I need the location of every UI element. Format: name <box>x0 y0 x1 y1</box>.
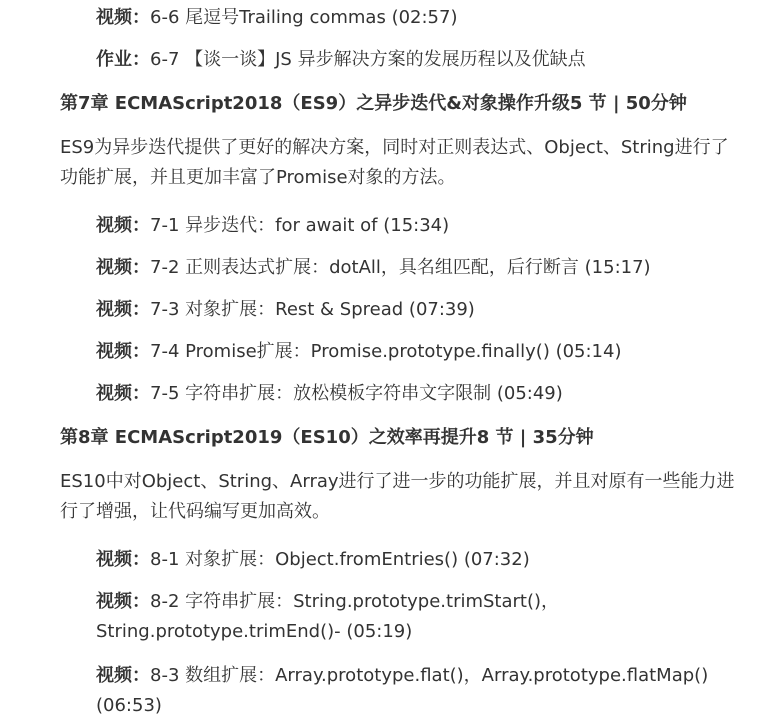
lesson-title: 7-4 Promise扩展：Promise.prototype.finally() (05:14) <box>150 341 622 362</box>
lesson-kind-label: 视频： <box>96 591 150 612</box>
lesson-kind-label: 作业： <box>96 49 150 70</box>
lesson-7-3[interactable] <box>0 295 783 325</box>
lesson-kind-label: 视频： <box>96 549 150 570</box>
lesson-kind-label: 视频： <box>96 341 150 362</box>
lesson-8-1[interactable] <box>0 545 783 575</box>
lesson-7-4[interactable] <box>0 337 783 367</box>
lesson-kind-label: 视频： <box>96 665 150 686</box>
lesson-7-5[interactable] <box>0 379 783 409</box>
lesson-kind-label: 视频： <box>96 215 150 236</box>
lesson-7-1[interactable] <box>0 211 783 241</box>
lesson-kind-label: 视频： <box>96 383 150 404</box>
lesson-title: 6-6 尾逗号Trailing commas (02:57) <box>150 7 458 28</box>
chapter-7-description: ES9为异步迭代提供了更好的解决方案，同时对正则表达式、Object、String进行了功能扩展，并且更加丰富了Promise对象的方法。 <box>60 137 729 188</box>
lesson-title: 8-2 字符串扩展：String.prototype.trimStart()，String.prototype.trimEnd()- (05:19) <box>96 591 560 642</box>
lesson-title: 6-7 【谈一谈】JS 异步解决方案的发展历程以及优缺点 <box>150 49 586 70</box>
lesson-title: 7-3 对象扩展：Rest & Spread (07:39) <box>150 299 475 320</box>
lesson-title: 7-1 异步迭代：for await of (15:34) <box>150 215 450 236</box>
chapter-8-title: 第8章 ECMAScript2019（ES10）之效率再提升8 节 | 35分钟 <box>60 427 594 448</box>
lesson-title: 8-3 数组扩展：Array.prototype.flat()，Array.prototype.flatMap() (06:53) <box>96 665 709 716</box>
lesson-kind-label: 视频： <box>96 299 150 320</box>
lesson-8-3[interactable] <box>0 661 783 721</box>
assignment-6-7[interactable] <box>0 45 783 75</box>
lesson-kind-label: 视频： <box>96 7 150 28</box>
lesson-kind-label: 视频： <box>96 257 150 278</box>
chapter-7-title: 第7章 ECMAScript2018（ES9）之异步迭代&对象操作升级5 节 | 50分钟 <box>60 93 687 114</box>
lesson-title: 7-5 字符串扩展：放松模板字符串文字限制 (05:49) <box>150 383 563 404</box>
lesson-title: 8-1 对象扩展：Object.fromEntries() (07:32) <box>150 549 530 570</box>
lesson-title: 7-2 正则表达式扩展：dotAll，具名组匹配，后行断言 (15:17) <box>150 257 651 278</box>
lesson-8-2[interactable] <box>0 587 783 647</box>
lesson-6-6[interactable] <box>0 3 783 33</box>
chapter-8-description: ES10中对Object、String、Array进行了进一步的功能扩展，并且对原有一些能力进行了增强，让代码编写更加高效。 <box>60 471 735 522</box>
lesson-7-2[interactable] <box>0 253 783 283</box>
